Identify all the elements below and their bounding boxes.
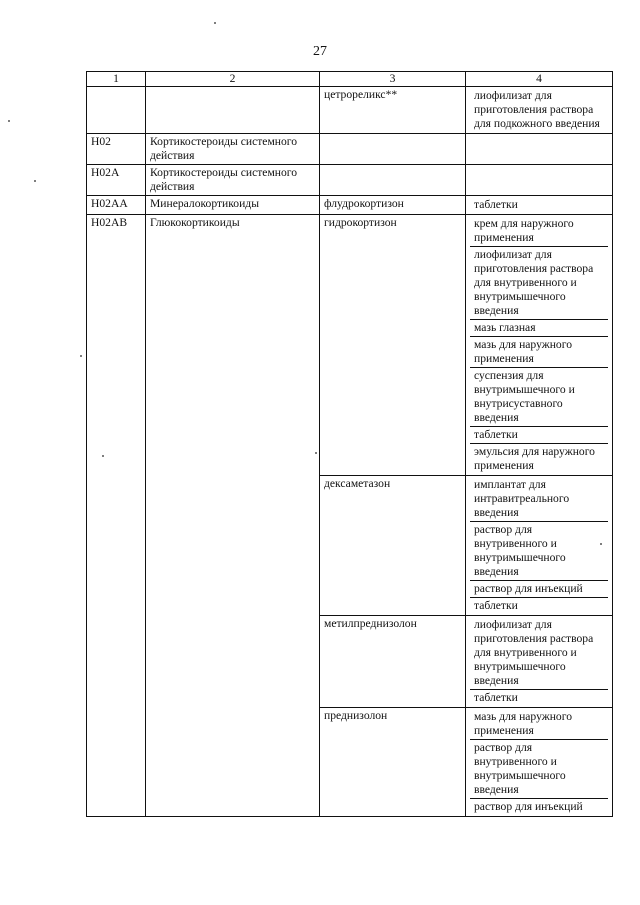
table-row (87, 215, 613, 476)
column-header: 4 (466, 72, 613, 87)
dosage-form-cell (466, 134, 613, 165)
scan-speck (34, 180, 36, 182)
atc-code-cell: H02 (87, 134, 146, 165)
group-name-cell: Минералокортикоиды (146, 196, 320, 215)
group-name-cell: Кортикостероиды системного действия (146, 134, 320, 165)
dosage-form: крем для наружного применения (470, 216, 608, 247)
dosage-form: раствор для инъекций (470, 581, 608, 598)
page-number: 27 (313, 44, 327, 59)
dosage-form-cell (466, 165, 613, 196)
dosage-form: таблетки (474, 599, 518, 612)
dosage-form: раствор для инъекций (474, 800, 583, 813)
dosage-form: суспензия для внутримышечного и внутрисуставного введения (470, 368, 608, 427)
column-header: 3 (320, 72, 466, 87)
dosage-forms-cell (466, 215, 613, 476)
dosage-form: мазь глазная (470, 320, 608, 337)
drug-table (86, 71, 613, 817)
dosage-form: лиофилизат для приготовления раствора для внутривенного и внутримышечного введения (470, 617, 608, 690)
dosage-form: лиофилизат для приготовления раствора для внутривенного и внутримышечного введения (470, 247, 608, 320)
drug-name-cell: цетрореликс** (320, 87, 466, 134)
drug-name-cell (320, 134, 466, 165)
table-row (87, 196, 613, 215)
scan-speck (214, 22, 216, 24)
scan-speck (315, 452, 317, 454)
table-row (87, 165, 613, 196)
drug-name-cell (320, 165, 466, 196)
atc-code-cell: H02A (87, 165, 146, 196)
dosage-form: эмульсия для наружного применения (474, 445, 595, 472)
table-header-row (87, 72, 613, 87)
dosage-form: лиофилизат для приготовления раствора для подкожного введения (474, 89, 600, 130)
drug-name-cell: метилпреднизолон (320, 616, 466, 708)
dosage-form: таблетки (474, 198, 518, 211)
dosage-form: мазь для наружного применения (470, 337, 608, 368)
dosage-form: таблетки (470, 427, 608, 444)
group-name-cell (146, 87, 320, 134)
dosage-forms-cell (466, 616, 613, 708)
column-header: 2 (146, 72, 320, 87)
atc-code-cell: H02AA (87, 196, 146, 215)
scan-speck (102, 455, 104, 457)
dosage-form: таблетки (474, 691, 518, 704)
column-header: 1 (87, 72, 146, 87)
scan-speck (80, 355, 82, 357)
dosage-form: раствор для внутривенного и внутримышечного введения (470, 740, 608, 799)
drug-name-cell: флудрокортизон (320, 196, 466, 215)
drug-name-cell: гидрокортизон (320, 215, 466, 476)
table-row (87, 134, 613, 165)
group-name-cell: Глюкокортикоиды (146, 215, 320, 817)
drug-name-cell: преднизолон (320, 708, 466, 817)
scan-speck (600, 543, 602, 545)
dosage-form: мазь для наружного применения (470, 709, 608, 740)
group-name-cell: Кортикостероиды системного действия (146, 165, 320, 196)
drug-name-cell: дексаметазон (320, 476, 466, 616)
atc-code-cell (87, 87, 146, 134)
dosage-forms-cell (466, 708, 613, 817)
dosage-form: раствор для внутривенного и внутримышечного введения (470, 522, 608, 581)
atc-code-cell: H02AB (87, 215, 146, 817)
dosage-forms-cell (466, 87, 613, 134)
table-row (87, 87, 613, 134)
scan-speck (8, 120, 10, 122)
dosage-forms-cell (466, 196, 613, 215)
dosage-form: имплантат для интравитреального введения (470, 477, 608, 522)
dosage-forms-cell (466, 476, 613, 616)
